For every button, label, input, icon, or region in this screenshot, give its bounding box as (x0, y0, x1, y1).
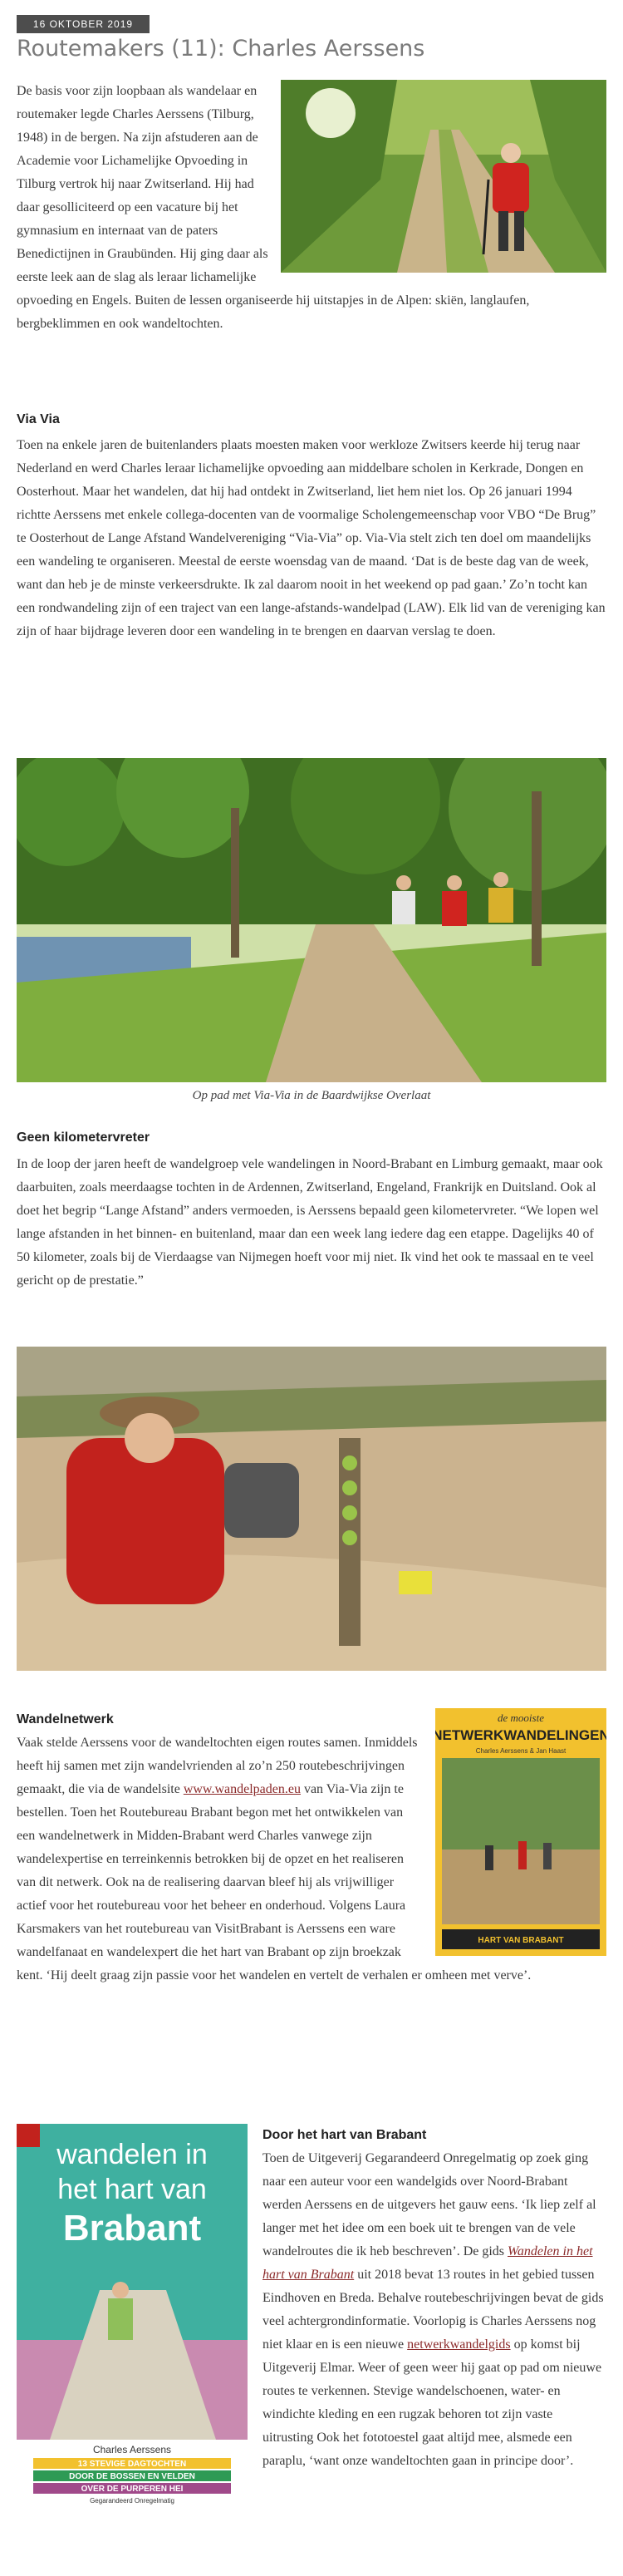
group-walk-illustration (17, 758, 606, 1082)
heading-wandelnetwerk: Wandelnetwerk (17, 1712, 114, 1726)
intro-paragraph: De basis voor zijn loopbaan als wandelaar en routemaker legde Charles Aerssens (Tilburg, 1948) in de bergen. Na zijn afstuderen aan de Academie voor Lichamelijke Opvoeding in Tilburg vertrok hij naar Zwitserland. Hij had daar gesolliciteerd op een vacature bij het gymnasium en internaat van de paters Benedictijnen in Graubünden. Hij ging daar als eerste leek aan de slag als leraar lichamelijke opvoeding en Engels. Buiten de lessen organiseerde hij uitstapjes in de Alpen: skiën, langlaufen, bergbeklimmen en ook wandeltochten. (17, 84, 530, 331)
book2-title1: wandelen in (56, 2139, 208, 2170)
book1-title-text: NETWERKWANDELINGEN (435, 1727, 606, 1743)
book1-bottom-text: HART VAN BRABANT (478, 1936, 564, 1945)
photo-walker-path (281, 80, 606, 273)
heading-via-via: Via Via (17, 412, 60, 426)
wandelnetwerk-paragraph: Vaak stelde Aerssens voor de wandeltochten eigen routes samen. Inmiddels heeft hij samen met zijn wandelvrienden al zo’n 250 routebeschrijvingen gemaakt, die via de wandelsite www.wandelpaden.eu van Via-Via zijn te bestellen. Toen het Routebureau Brabant begon met het ontwikkelen van een wandelnetwerk in Midden-Brabant werd Charles vanwege zijn wandelexpertise en terreinkennis betrokken bij de opzet en het realiseren van dit netwerk. Ook na de realisering daarvan bleef hij als vrijwilliger actief voor het routebureau voor het beheer en onderhoud. Volgens Laura Karsmakers van het routebureau van VisitBrabant is Aerssens een ware wandelfanaat en wandelexpert die het hart van Brabant op zijn broekzak kent. ‘Hij deelt graag zijn passie voor het wandelen en vertelt de verhalen er omheen met verve’. (17, 1736, 532, 1982)
photo-group-walk (17, 758, 606, 1082)
book2-title3: Brabant (62, 2208, 202, 2248)
link-netwerkwandelgids[interactable]: netwerkwandelgids (407, 2337, 511, 2352)
kilometervreter-paragraph: In de loop der jaren heeft de wandelgroep vele wandelingen in Noord-Brabant en Limburg gemaakt, maar ook daarbuiten, zoals meerdaagse tochten in de Ardennen, Zwitserland, Engeland, Frankrijk en Duitsland. Ook al doet het begrip “Lange Afstand” anders vermoeden, is Aerssens bepaald geen kilometervreter. “We lopen wel lange afstanden in het binnen- en buitenland, maar dan een week lang iedere dag een etappe. Dagelijks 40 of 50 kilometer, zoals bij de Vierdaagse van Nijmegen hoeft voor mij niet. Ik vind het ook te massaal en te veel gericht op de prestatie.” (17, 1157, 603, 1288)
link-wandelgids[interactable]: Wandelen in het hart van Brabant (262, 2244, 593, 2282)
photo-caption-group-walk: Op pad met Via-Via in de Baardwijkse Overlaat (192, 1089, 431, 1102)
book-cover-netwerkwandelingen[interactable] (435, 1708, 606, 1956)
book-cover-2-illustration (17, 2124, 248, 2506)
wandelnetwerk-block (17, 1708, 606, 1987)
book2-author: Charles Aerssens (92, 2444, 172, 2455)
book2-title2: het hart van (57, 2174, 207, 2205)
book1-subtitle-text: Charles Aerssens & Jan Haast (475, 1747, 567, 1755)
book2-publisher: Gegarandeerd Onregelmatig (90, 2497, 174, 2505)
signpost-illustration (17, 1347, 606, 1671)
heading-geen-kilometervreter: Geen kilometervreter (17, 1130, 150, 1145)
book2-band3: OVER DE PURPEREN HEI (81, 2485, 184, 2494)
hart-van-brabant-paragraph: Toen de Uitgeverij Gegarandeerd Onregelmatig op zoek ging naar een auteur voor een wandelgids over Noord-Brabant werden Aerssens en de uitgevers het gauw eens. ‘Ik liep zelf al langer met het idee om een boek uit te brengen van de vele wandelroutes die ik heb beschreven’. De gids Wandelen in het hart van Brabant uit 2018 bevat 13 routes in het gebied tussen Eindhoven en Breda. Behalve routebeschrijvingen bevat de gids veel achtergrondinformatie. Voorlopig is Charles Aerssens nog niet klaar en is een nieuwe netwerkwandelgids op komst bij Uitgeverij Elmar. Weer of geen weer hij gaat op pad om nieuwe routes te verkennen. Stevige wandelschoenen, water- en windichte kleding en een rugzak behoren tot zijn vaste uitrusting Ook het fototoestel gaat altijd mee, alsmede een paraplu, ‘want onze wandeltochten gaan in principe door’. (262, 2151, 604, 2468)
book1-top-text: de mooiste (498, 1712, 544, 1724)
book-cover-wandelen-hart-brabant[interactable] (17, 2124, 248, 2506)
photo-signpost (17, 1347, 606, 1671)
via-via-paragraph: Toen na enkele jaren de buitenlanders plaats moesten maken voor werkloze Zwitsers keerde hij terug naar Nederland en werd Charles leraar lichamelijke opvoeding aan middelbare scholen in Kerkrade, Dongen en Oosterhout. Maar het wandelen, dat hij had ontdekt in Zwitserland, liet hem niet los. Op 26 januari 1994 richtte Aerssens met enkele collega-docenten van de voormalige Scholengemeenschap voor VBO “De Brug” te Oosterhout de Lange Afstand Wandelvereniging “Via-Via” op. Via-Via stelt zich ten doel om maandelijks een wandeling te organiseren. Meestal de eerste woensdag van de maand. ‘Dat is de beste dag van de week, want dan heb je de minste verkeersdrukte. Ik zal daarom nooit in het weekend op pad gaan.’ Zo’n tocht kan een rondwandeling zijn of een traject van een lange-afstands-wandelpad (LAW). Elk lid van de vereniging kan zijn of haar bijdrage leveren door een wandeling in te brengen en daarvan verslag te doen. (17, 438, 606, 638)
hart-van-brabant-block (17, 2124, 606, 2513)
book2-band2: DOOR DE BOSSEN EN VELDEN (69, 2472, 195, 2481)
book2-band1: 13 STEVIGE DAGTOCHTEN (77, 2460, 187, 2469)
date-badge: 16 OKTOBER 2019 (17, 15, 150, 33)
link-wandelpaden[interactable]: www.wandelpaden.eu (183, 1782, 301, 1796)
heading-door-het-hart: Door het hart van Brabant (262, 2128, 427, 2142)
intro-block (17, 80, 606, 336)
article-title: Routemakers (11): Charles Aerssens (17, 36, 425, 62)
walker-photo-illustration (281, 80, 606, 273)
book-cover-1-illustration (435, 1708, 606, 1956)
